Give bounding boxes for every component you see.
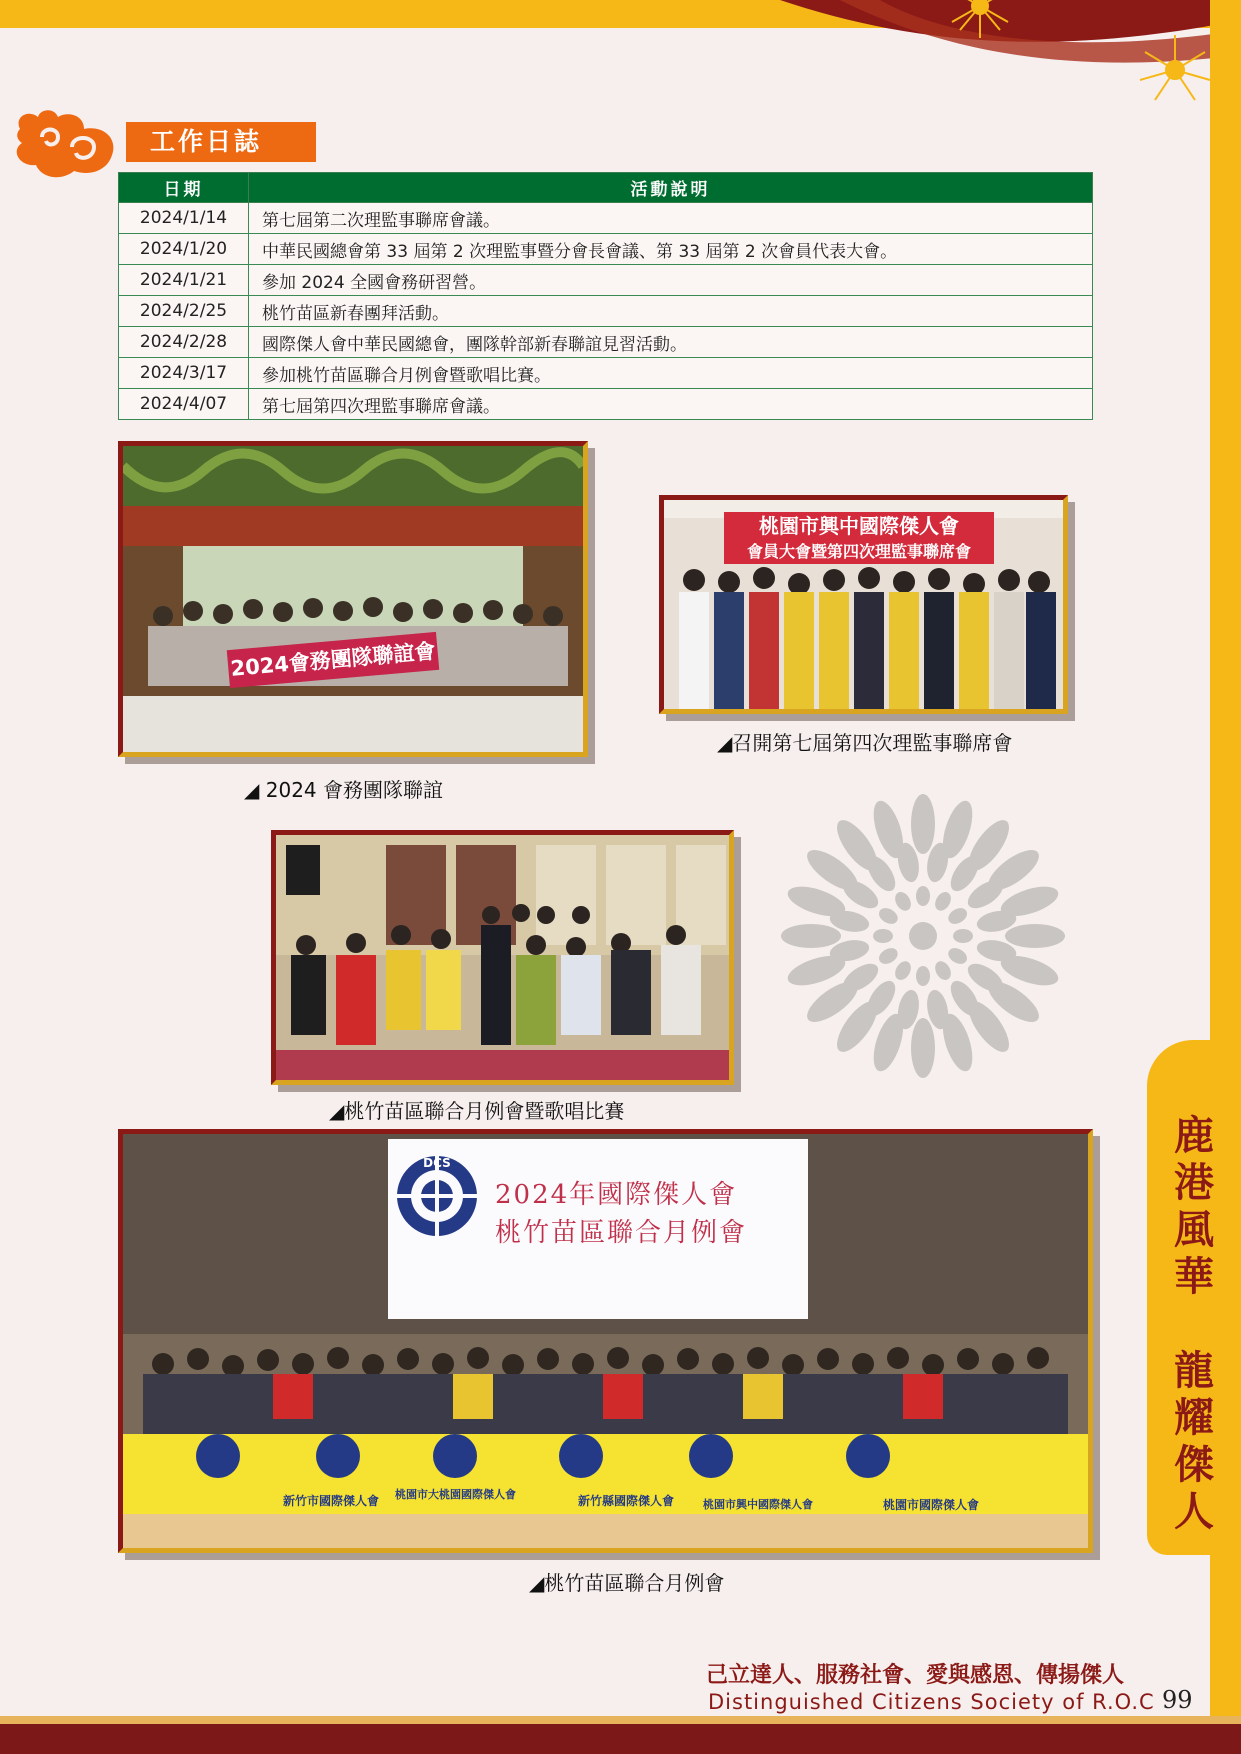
date-cell: 2024/1/14 [119, 203, 249, 234]
table-row [119, 389, 1093, 420]
table-row [119, 296, 1093, 327]
flower-petal [932, 889, 954, 913]
bottom-band [0, 1716, 1241, 1754]
flower-petal [945, 945, 969, 967]
photo-banner-text: 2024會務團隊聯誼會 [227, 632, 440, 688]
table-row [119, 265, 1093, 296]
activity-cell: 參加 2024 全國會務研習營。 [249, 265, 1093, 296]
activity-cell: 桃竹苗區新春團拜活動。 [249, 296, 1093, 327]
date-cell: 2024/1/20 [119, 234, 249, 265]
date-cell: 2024/1/21 [119, 265, 249, 296]
grey-flower-ornament-icon [780, 793, 1066, 1079]
flower-petal [932, 958, 954, 982]
flower-petal [916, 886, 930, 906]
dcs-logo-label: DCS [423, 1156, 451, 1170]
column-header-date: 日期 [119, 173, 249, 203]
date-cell: 2024/2/28 [119, 327, 249, 358]
footer-motto: 己立達人、服務社會、愛與感恩、傳揚傑人 [706, 1662, 1125, 1688]
side-tab-text: 鹿 港 風 華 龍 耀 傑 人 [1174, 1112, 1214, 1535]
photo-board-meeting [659, 495, 1068, 714]
flower-petal [911, 794, 935, 854]
photo-joint-monthly-meeting [118, 1129, 1093, 1553]
table-row [119, 234, 1093, 265]
flower-center [909, 922, 937, 950]
photo-caption: ◢召開第七屆第四次理監事聯席會 [717, 731, 1013, 755]
screen-title-line1: 2024年國際傑人會 [495, 1180, 738, 1210]
table-row [119, 203, 1093, 234]
flower-petal [911, 1018, 935, 1078]
header-swoosh-decoration [780, 0, 1241, 110]
flower-petal [892, 889, 914, 913]
photo-caption: ◢桃竹苗區聯合月例會暨歌唱比賽 [329, 1099, 625, 1123]
section-title: 工作日誌 [126, 122, 316, 162]
flower-petal [876, 905, 900, 927]
activity-cell: 參加桃竹苗區聯合月例會暨歌唱比賽。 [249, 358, 1093, 389]
flower-petal [916, 966, 930, 986]
table-banner-5: 桃園市國際傑人會 [883, 1498, 980, 1512]
table-banner-3: 新竹縣國際傑人會 [578, 1494, 675, 1508]
footer-org-name: Distinguished Citizens Society of R.O.C [708, 1690, 1155, 1714]
table-banner-4: 桃園市興中國際傑人會 [703, 1498, 813, 1511]
photo-banner-line2: 會員大會暨第四次理監事聯席會 [724, 540, 994, 564]
photo-singing-contest [271, 830, 734, 1085]
table-row [119, 358, 1093, 389]
flower-petal [873, 929, 893, 943]
date-cell: 2024/3/17 [119, 358, 249, 389]
photo-team-gathering [118, 441, 588, 757]
table-header-row [119, 173, 1093, 203]
table-banner-2: 桃園市大桃園國際傑人會 [395, 1488, 516, 1501]
page-number: 99 [1162, 1686, 1193, 1714]
cloud-ornament-icon [12, 107, 122, 179]
table-row [119, 327, 1093, 358]
work-log-table [118, 172, 1093, 420]
activity-cell: 中華民國總會第 33 屆第 2 次理監事暨分會長會議、第 33 屆第 2 次會員代表大會。 [249, 234, 1093, 265]
flower-petal [781, 924, 841, 948]
flower-petal [945, 905, 969, 927]
activity-cell: 第七屆第四次理監事聯席會議。 [249, 389, 1093, 420]
date-cell: 2024/2/25 [119, 296, 249, 327]
date-cell: 2024/4/07 [119, 389, 249, 420]
photo-banner-line1: 桃園市興中國際傑人會 [724, 512, 994, 540]
screen-title-line2: 桃竹苗區聯合月例會 [495, 1218, 748, 1248]
flower-petal [892, 958, 914, 982]
column-header-activity: 活動說明 [249, 173, 1093, 203]
activity-cell: 國際傑人會中華民國總會，團隊幹部新春聯誼見習活動。 [249, 327, 1093, 358]
flower-petal [953, 929, 973, 943]
table-banner-1: 新竹市國際傑人會 [283, 1494, 380, 1508]
photo-caption: ◢ 2024 會務團隊聯誼 [244, 778, 443, 802]
flower-petal [1005, 924, 1065, 948]
flower-petal [876, 945, 900, 967]
activity-cell: 第七屆第二次理監事聯席會議。 [249, 203, 1093, 234]
photo-caption: ◢桃竹苗區聯合月例會 [529, 1571, 725, 1595]
